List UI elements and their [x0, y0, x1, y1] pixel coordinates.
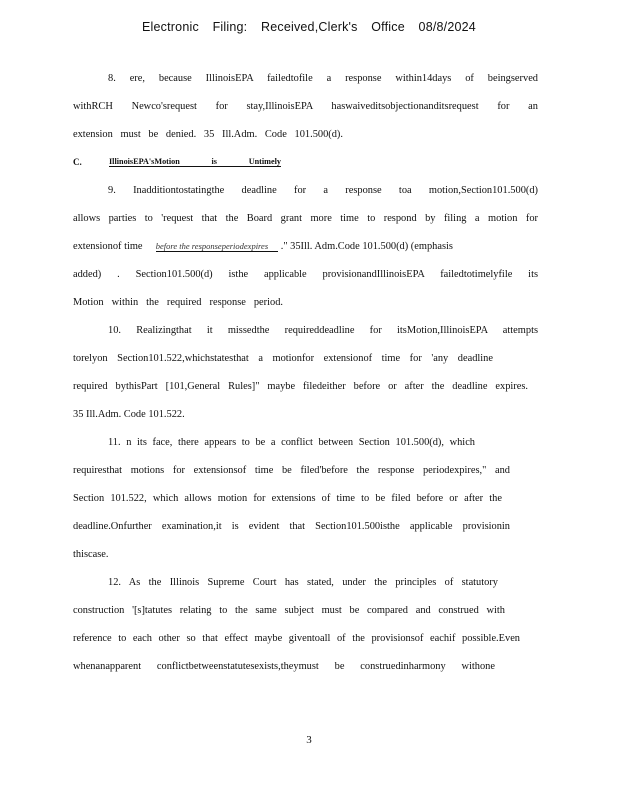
section-title: IllinoisEPA'sMotion is Untimely [109, 157, 281, 166]
paragraph-9-line-2: allows parties to 'request that the Board grant more time to respond by filing a motion for [73, 213, 538, 224]
paragraph-10-line-3: required bythisPart [101,General Rules]" maybe filedeither before or after the deadline expires. [73, 381, 528, 392]
paragraph-11-line-1: 11. n its face, there appears to be a conflict between Section 101.500(d), which [108, 437, 475, 448]
paragraph-11-line-3: Section 101.522, which allows motion for extensions of time to be filed before or after the [73, 493, 502, 504]
filing-header: Electronic Filing: Received,Clerk's Office 08/8/2024 [142, 20, 476, 34]
paragraph-9-line-3-start: extensionof time [73, 241, 143, 252]
emphasis-text: before the responseperiodexpires [156, 241, 278, 252]
paragraph-10-line-1: 10. Realizingthat it missedthe requireddeadline for itsMotion,IllinoisEPA attempts [108, 325, 538, 336]
paragraph-9-line-3 [73, 241, 538, 252]
paragraph-9-line-4: added) . Section101.500(d) isthe applicable provisionandIllinoisEPA failedtotimelyfile its [73, 269, 538, 280]
paragraph-10-line-2: torelyon Section101.522,whichstatesthat a motionfor extensionof time for 'any deadline [73, 353, 493, 364]
paragraph-11-line-2: requiresthat motions for extensionsof time be filed'before the response periodexpires," and [73, 465, 510, 476]
paragraph-11-line-5: thiscase. [73, 549, 109, 560]
section-letter: C. [73, 157, 82, 167]
paragraph-12-line-2: construction '[s]tatutes relating to the same subject must be compared and construed with [73, 605, 505, 616]
paragraph-11-line-4: deadline.Onfurther examination,it is evident that Section101.500isthe applicable provisionin [73, 521, 510, 532]
paragraph-9-line-3-end: ." 35Ill. Adm.Code 101.500(d) (emphasis [280, 241, 453, 252]
paragraph-8-line-2: withRCH Newco'srequest for stay,IllinoisEPA haswaiveditsobjectionanditsrequest for an [73, 101, 538, 112]
paragraph-10-line-4: 35 Ill.Adm. Code 101.522. [73, 409, 185, 420]
paragraph-9-line-5: Motion within the required response period. [73, 297, 283, 308]
paragraph-9-line-1: 9. Inadditiontostatingthe deadline for a response toa motion,Section101.500(d) [108, 185, 538, 196]
paragraph-12-line-4: whenanapparent conflictbetweenstatutesexists,theymust be construedinharmony withone [73, 661, 495, 672]
paragraph-8-line-1: 8. ere, because IllinoisEPA failedtofile a response within14days of beingserved [108, 73, 538, 84]
paragraph-12-line-3: reference to each other so that effect maybe giventoall of the provisionsof eachif possible.Even [73, 633, 520, 644]
paragraph-8-line-3: extension must be denied. 35 Ill.Adm. Code 101.500(d). [73, 129, 343, 140]
page-number: 3 [306, 734, 312, 746]
paragraph-12-line-1: 12. As the Illinois Supreme Court has stated, under the principles of statutory [108, 577, 498, 588]
